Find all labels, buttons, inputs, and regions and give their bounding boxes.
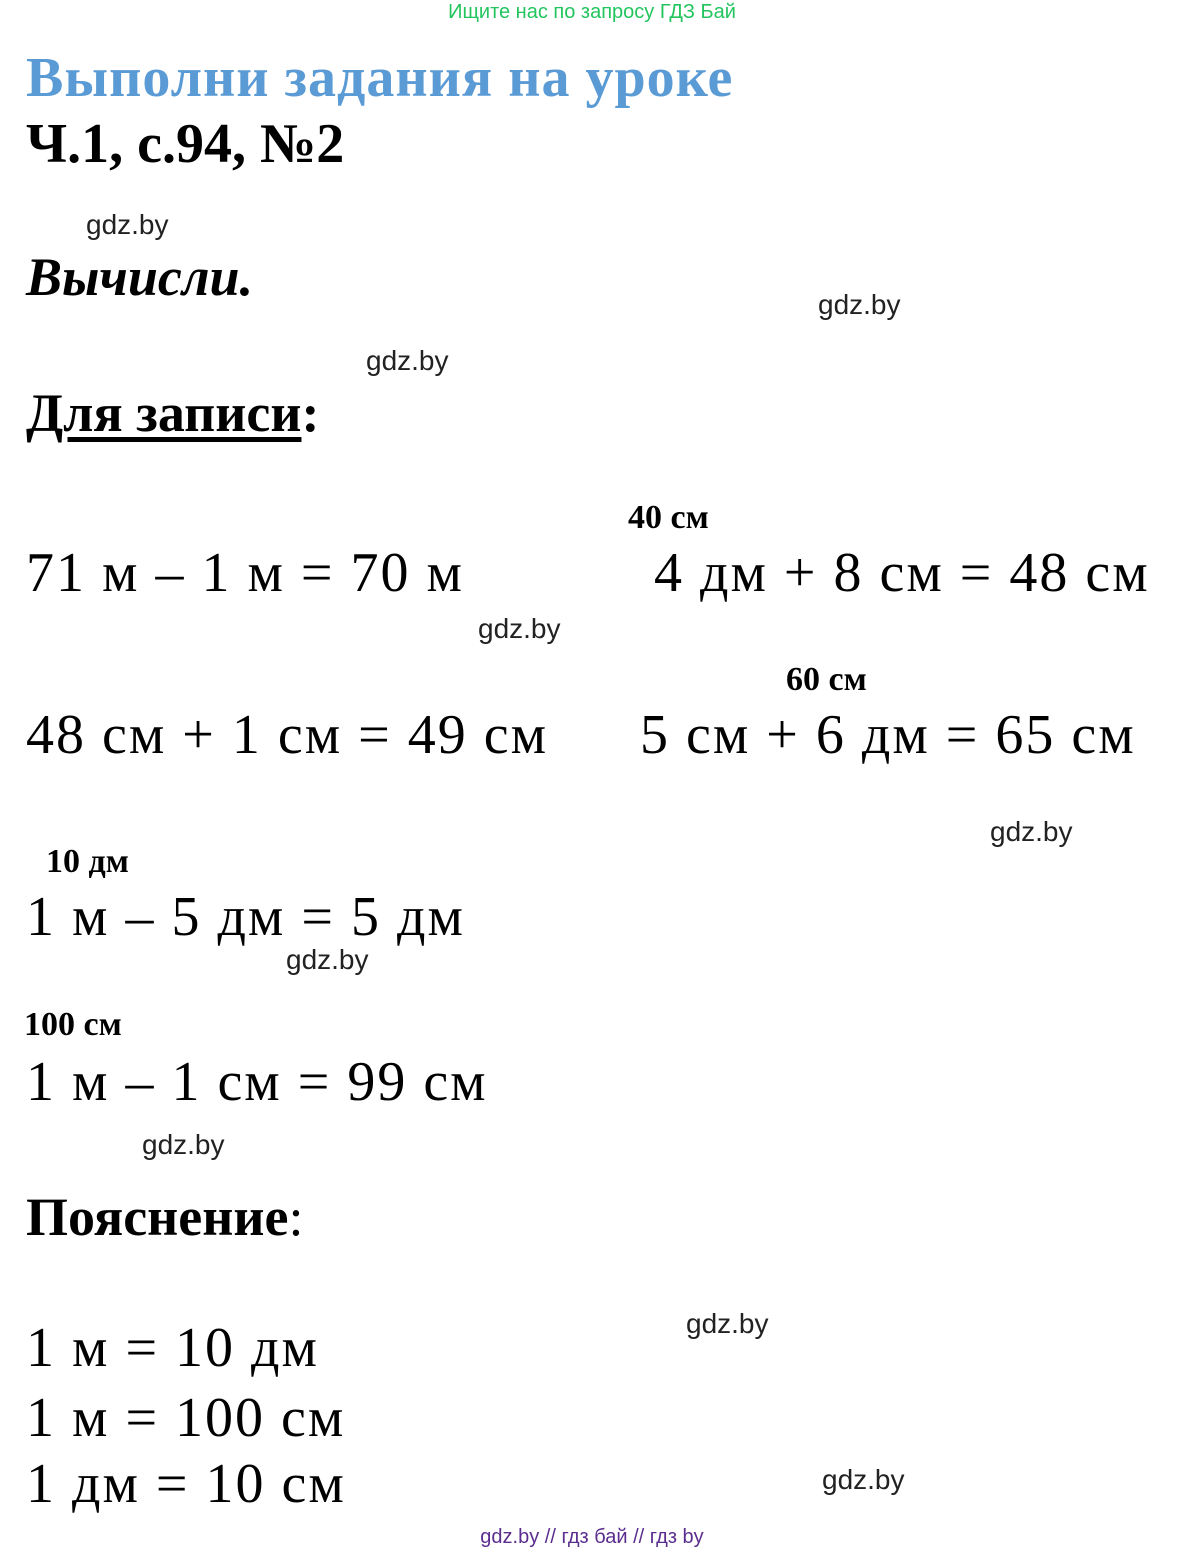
watermark: gdz.by <box>478 613 561 644</box>
top-banner: Ищите нас по запросу ГДЗ Бай <box>448 1 736 23</box>
equation-note: 10 дм <box>46 843 129 880</box>
watermark: gdz.by <box>286 944 369 975</box>
equation: 71 м – 1 м = 70 м <box>26 542 464 604</box>
watermark: gdz.by <box>990 816 1073 847</box>
equation: 48 см + 1 см = 49 см <box>26 704 549 766</box>
equation: 1 м – 1 см = 99 см <box>26 1051 488 1113</box>
equation-note: 100 см <box>24 1006 122 1043</box>
watermark: gdz.by <box>686 1308 769 1339</box>
record-heading <box>26 383 320 443</box>
watermark: gdz.by <box>142 1129 225 1160</box>
equation-note: 60 см <box>786 661 867 698</box>
page-title: Выполни задания на уроке <box>26 47 734 109</box>
watermark: gdz.by <box>818 289 901 320</box>
conversion-line: 1 дм = 10 см <box>26 1453 346 1515</box>
equation-note: 40 см <box>628 499 709 536</box>
explanation-heading <box>26 1187 304 1247</box>
equation: 1 м – 5 дм = 5 дм <box>26 886 465 948</box>
equation: 5 см + 6 дм = 65 см <box>640 704 1136 766</box>
task-reference: Ч.1, с.94, №2 <box>26 113 345 175</box>
watermark: gdz.by <box>86 209 169 240</box>
explanation-heading-colon: : <box>288 1187 304 1247</box>
equation: 4 дм + 8 см = 48 см <box>654 542 1150 604</box>
explanation-heading-text: Пояснение <box>26 1187 289 1247</box>
record-heading-colon: : <box>301 383 320 443</box>
watermark: gdz.by <box>822 1464 905 1495</box>
conversion-line: 1 м = 100 см <box>26 1387 346 1449</box>
instruction: Вычисли. <box>26 247 254 307</box>
conversion-line: 1 м = 10 дм <box>26 1317 319 1379</box>
watermark: gdz.by <box>366 345 449 376</box>
record-heading-text: Для записи <box>26 383 302 443</box>
footer: gdz.by // гдз бай // гдз by <box>480 1526 704 1548</box>
